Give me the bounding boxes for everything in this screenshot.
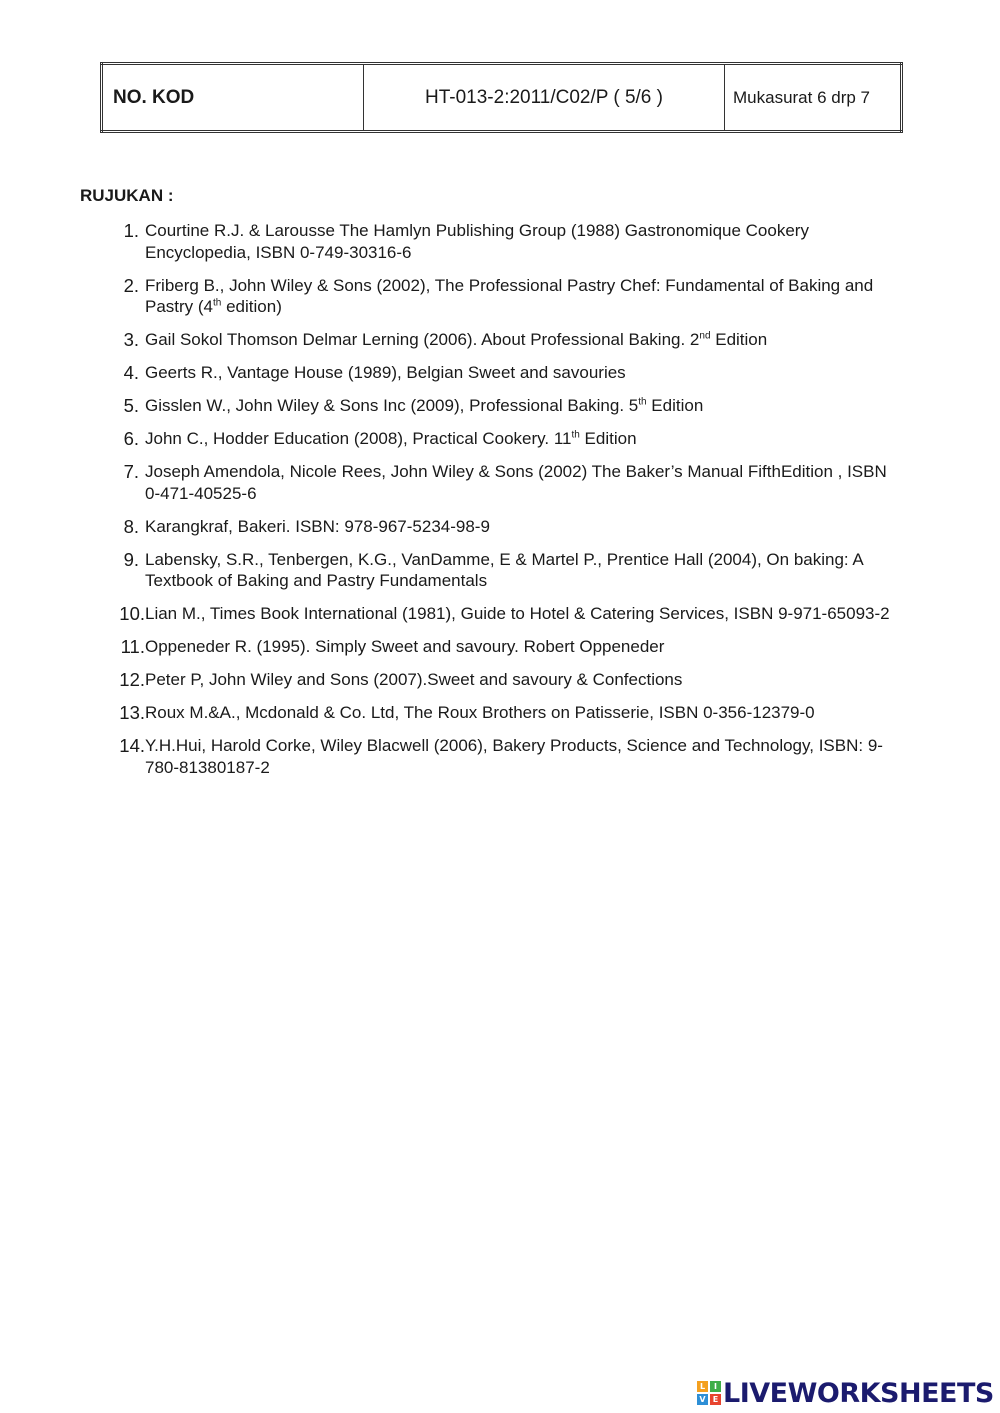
reference-number: 2. — [123, 274, 139, 296]
liveworksheets-logo — [697, 1375, 994, 1411]
superscript: th — [571, 429, 580, 441]
reference-item — [105, 395, 895, 417]
reference-number: 11. — [120, 636, 145, 657]
reference-number: 12. — [119, 669, 145, 690]
reference-list — [105, 220, 895, 790]
reference-number: 9. — [123, 548, 139, 570]
reference-item — [105, 603, 895, 625]
reference-text: Oppeneder R. (1995). Simply Sweet and savoury. Robert Oppeneder — [145, 637, 665, 656]
reference-number: 4. — [123, 362, 139, 383]
reference-text: Lian M., Times Book International (1981), Guide to Hotel & Catering Services, ISBN 9-971-65093-2 — [145, 604, 890, 623]
reference-text: Friberg B., John Wiley & Sons (2002), The Professional Pastry Chef: Fundamental of Baking and Pastry (4th edition) — [145, 275, 874, 316]
superscript: th — [638, 396, 647, 408]
reference-number: 5. — [123, 395, 139, 416]
reference-number: 10. — [119, 603, 145, 624]
reference-number: 13. — [119, 702, 145, 723]
reference-item — [105, 220, 895, 263]
reference-text: Roux M.&A., Mcdonald & Co. Ltd, The Roux Brothers on Patisserie, ISBN 0-356-12379-0 — [145, 703, 815, 722]
reference-text: Joseph Amendola, Nicole Rees, John Wiley & Sons (2002) The Baker’s Manual FifthEdition , ISBN 0-471-40525-6 — [145, 462, 887, 503]
code-label: NO. KOD — [102, 64, 364, 132]
reference-item — [105, 735, 895, 778]
reference-number: 7. — [123, 461, 139, 482]
reference-text: Gail Sokol Thomson Delmar Lerning (2006). About Professional Baking. 2nd Edition — [145, 330, 768, 349]
header-table — [100, 62, 903, 133]
reference-item — [105, 636, 895, 658]
reference-item — [105, 275, 895, 318]
reference-text: Karangkraf, Bakeri. ISBN: 978-967-5234-98-9 — [145, 516, 490, 536]
page-number: Mukasurat 6 drp 7 — [725, 64, 902, 132]
logo-mark-icon: L I V E — [697, 1381, 721, 1405]
reference-item — [105, 702, 895, 724]
reference-number: 6. — [123, 428, 139, 449]
superscript: nd — [699, 330, 711, 342]
reference-text: Geerts R., Vantage House (1989), Belgian Sweet and savouries — [145, 363, 626, 382]
reference-text: Courtine R.J. & Larousse The Hamlyn Publishing Group (1988) Gastronomique Cookery Encyclopedia, ISBN 0-749-30316-6 — [145, 221, 809, 262]
reference-item — [105, 549, 895, 592]
reference-number: 8. — [123, 515, 139, 537]
reference-number: 1. — [123, 220, 139, 241]
reference-number: 3. — [123, 329, 139, 350]
reference-text: John C., Hodder Education (2008), Practical Cookery. 11th Edition — [145, 429, 637, 448]
reference-item — [105, 461, 895, 504]
reference-number: 14. — [119, 735, 145, 756]
reference-text: Peter P, John Wiley and Sons (2007).Sweet and savoury & Confections — [145, 670, 683, 689]
reference-item — [105, 362, 895, 384]
reference-item — [105, 428, 895, 450]
logo-text: LIVEWORKSHEETS — [723, 1377, 994, 1409]
reference-text: Gisslen W., John Wiley & Sons Inc (2009), Professional Baking. 5th Edition — [145, 396, 704, 415]
section-title: RUJUKAN : — [80, 186, 174, 205]
reference-item — [105, 516, 895, 538]
reference-text: Y.H.Hui, Harold Corke, Wiley Blacwell (2006), Bakery Products, Science and Technology, ISBN: 9-780-81380187-2 — [145, 736, 883, 777]
reference-item — [105, 329, 895, 351]
reference-text: Labensky, S.R., Tenbergen, K.G., VanDamme, E & Martel P., Prentice Hall (2004), On baking: A Textbook of Baking and Pastry Fundamentals — [145, 549, 863, 590]
reference-item — [105, 669, 895, 691]
document-code: HT-013-2:2011/C02/P ( 5/6 ) — [364, 64, 725, 132]
superscript: th — [213, 297, 222, 309]
